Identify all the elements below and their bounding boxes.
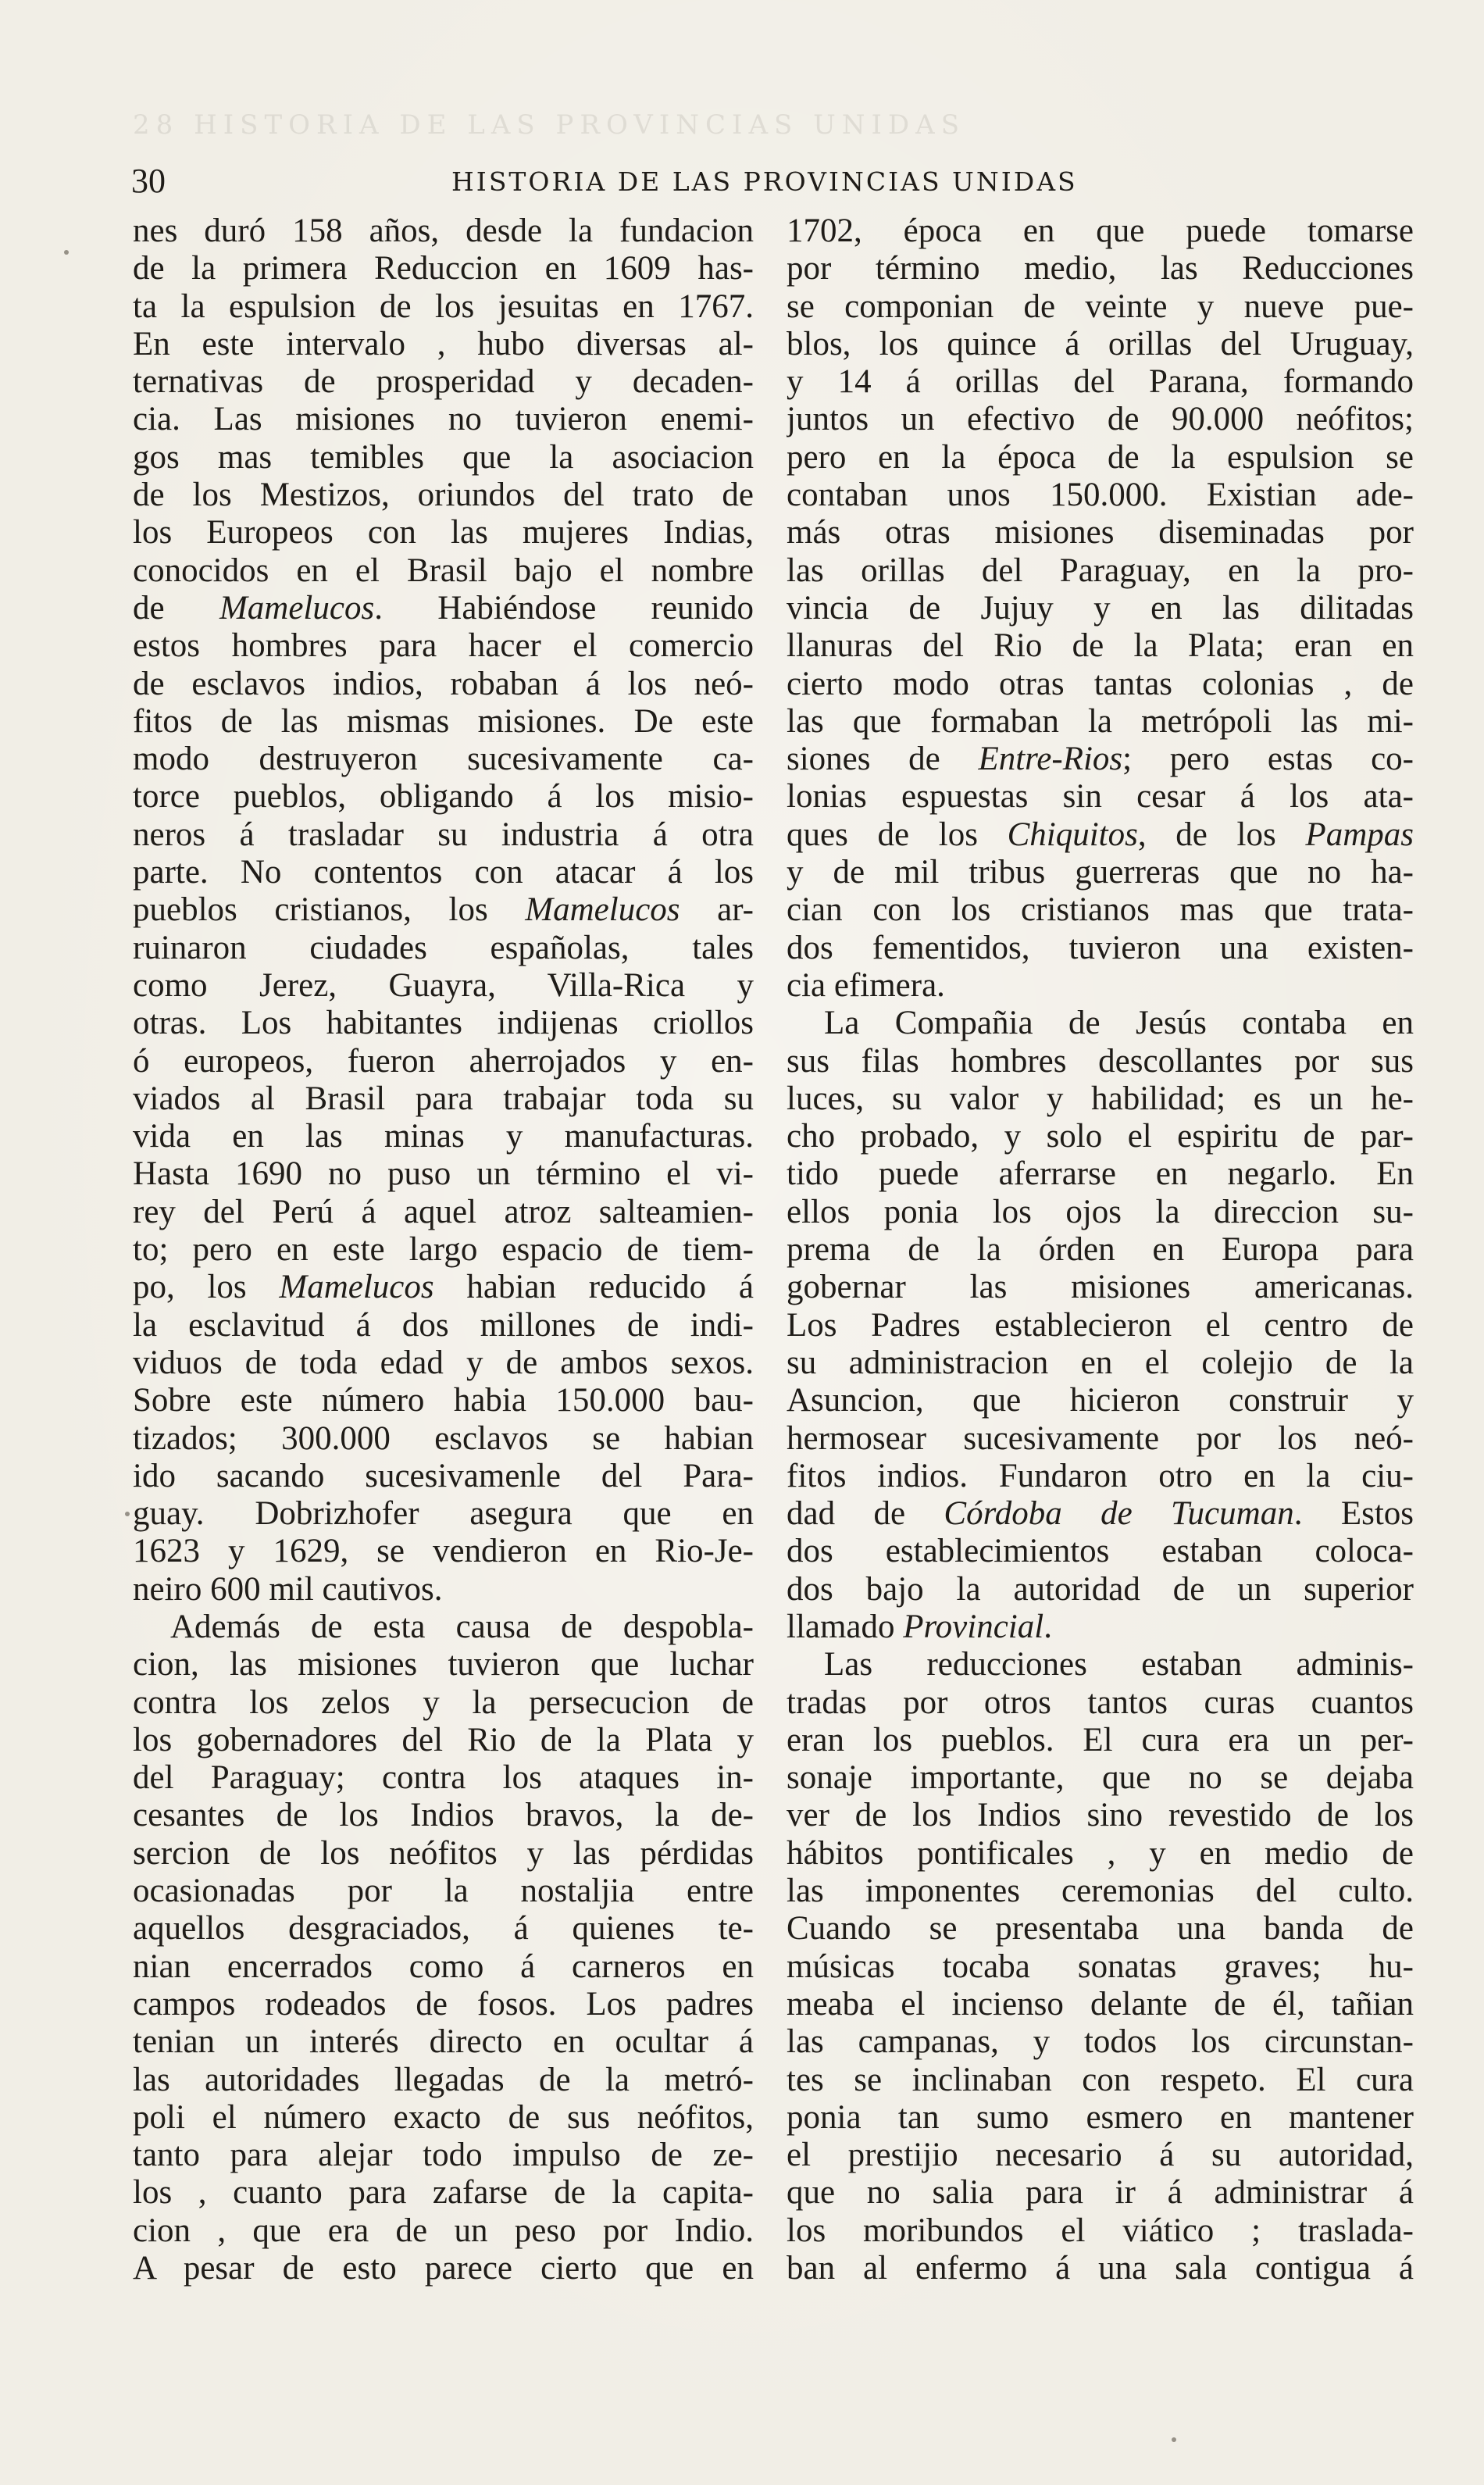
text-line: pero en la época de la espulsion se [787,438,1414,476]
text-line: neiro 600 mil cautivos. [133,1570,443,1608]
text-line: eran los pueblos. El cura era un per- [787,1721,1414,1758]
text-line: prema de la órden en Europa para [787,1231,1414,1269]
text-line: cia efimera. [787,966,945,1004]
text-line: luces, su valor y habilidad; es un he- [787,1080,1414,1117]
text-line: contaban unos 150.000. Existian ade- [787,477,1414,514]
text-line: y 14 á orillas del Parana, formando [787,363,1414,401]
text-line: sus filas hombres descollantes por sus [787,1042,1414,1080]
text-line: 1702, época en que puede tomarse [787,212,1414,249]
text-line: aquellos desgraciados, á quienes te- [133,1910,754,1948]
text-line: ques de los Chiquitos, de los Pampas [787,816,1414,853]
text-line: ido sacando sucesivamenle del Para- [133,1457,754,1494]
text-line: los , cuanto para zafarse de la capita- [133,2174,754,2212]
text-line: cesantes de los Indios bravos, la de- [133,1797,754,1834]
text-line: hermosear sucesivamente por los neó- [787,1419,1414,1457]
text-line: más otras misiones diseminadas por [787,514,1414,552]
text-line: de la primera Reduccion en 1609 has- [133,250,754,287]
text-line: músicas tocaba sonatas graves; hu- [787,1948,1414,1985]
text-line: campos rodeados de fosos. Los padres [133,1985,754,2023]
text-line: siones de Entre-Rios; pero estas co- [787,741,1414,778]
text-line: contra los zelos y la persecucion de [133,1683,754,1721]
text-line: lonias espuestas sin cesar á los ata- [787,778,1414,816]
text-line: las orillas del Paraguay, en la pro- [787,552,1414,589]
text-line: el prestijio necesario á su autoridad, [787,2137,1414,2174]
text-line: viados al Brasil para trabajar toda su [133,1080,754,1117]
text-line: los Europeos con las mujeres Indias, [133,514,754,552]
text-line: tizados; 300.000 esclavos se habian [133,1419,754,1457]
text-line: vida en las minas y manufacturas. [133,1118,754,1155]
text-line: gobernar las misiones americanas. [787,1269,1414,1306]
text-line: ó europeos, fueron aherrojados y en- [133,1042,754,1080]
text-line: las imponentes ceremonias del culto. [787,1873,1414,1910]
text-line: ta la espulsion de los jesuitas en 1767. [133,287,754,325]
text-line: guay. Dobrizhofer asegura que en [133,1495,754,1533]
header-title: HISTORIA DE LAS PROVINCIAS UNIDAS [451,166,1078,197]
text-line: los moribundos el viático ; traslada- [787,2212,1414,2249]
text-line: Hasta 1690 no puso un término el vi- [133,1155,754,1193]
text-line: dos establecimientos estaban coloca- [787,1533,1414,1570]
text-line: meaba el incienso delante de él, tañian [787,1985,1414,2023]
text-line: torce pueblos, obligando á los misio- [133,778,754,816]
left-text-column [133,212,754,2287]
text-line: parte. No contentos con atacar á los [133,854,754,891]
text-line: Además de esta causa de despobla- [170,1608,754,1645]
text-line: la esclavitud á dos millones de indi- [133,1306,754,1344]
text-line: ellos ponia los ojos la direccion su- [787,1193,1414,1230]
text-line: viduos de toda edad y de ambos sexos. [133,1344,754,1381]
text-line: tanto para alejar todo impulso de ze- [133,2137,754,2174]
text-line: estos hombres para hacer el comercio [133,627,754,665]
text-line: otras. Los habitantes indijenas criollos [133,1005,754,1042]
text-line: cion, las misiones tuvieron que luchar [133,1646,754,1683]
text-line: cierto modo otras tantas colonias , de [787,665,1414,702]
text-line: 1623 y 1629, se vendieron en Rio-Je- [133,1533,754,1570]
text-line: de Mamelucos. Habiéndose reunido [133,589,754,627]
text-line: dos fementidos, tuvieron una existen- [787,929,1414,966]
text-line: tido puede aferrarse en negarlo. En [787,1155,1414,1193]
text-line: Las reducciones estaban adminis- [824,1646,1414,1683]
text-line: cion , que era de un peso por Indio. [133,2212,754,2249]
text-line: po, los Mamelucos habian reducido á [133,1269,754,1306]
text-line: y de mil tribus guerreras que no ha- [787,854,1414,891]
text-line: modo destruyeron sucesivamente ca- [133,741,754,778]
text-line: nian encerrados como á carneros en [133,1948,754,1985]
text-line: gos mas temibles que la asociacion [133,438,754,476]
text-line: vincia de Jujuy y en las dilitadas [787,589,1414,627]
text-line: por término medio, las Reducciones [787,250,1414,287]
text-line: se componian de veinte y nueve pue- [787,287,1414,325]
text-line: tradas por otros tantos curas cuantos [787,1683,1414,1721]
page-speck [64,250,69,255]
text-line: ternativas de prosperidad y decaden- [133,363,754,401]
text-line: tes se inclinaban con respeto. El cura [787,2061,1414,2098]
page-speck [1172,2437,1176,2442]
text-line: de los Mestizos, oriundos del trato de [133,477,754,514]
text-line: pueblos cristianos, los Mamelucos ar- [133,891,754,929]
text-line: tenian un interés directo en ocultar á [133,2023,754,2061]
text-line: dos bajo la autoridad de un superior [787,1570,1414,1608]
text-line: dad de Córdoba de Tucuman. Estos [787,1495,1414,1533]
text-line: cho probado, y solo el espiritu de par- [787,1118,1414,1155]
text-line: poli el número exacto de sus neófitos, [133,2098,754,2136]
text-line: juntos un efectivo de 90.000 neófitos; [787,401,1414,438]
text-line: fitos indios. Fundaron otro en la ciu- [787,1457,1414,1494]
text-line: los gobernadores del Rio de la Plata y [133,1721,754,1758]
text-line: del Paraguay; contra los ataques in- [133,1759,754,1797]
running-head [131,158,1088,205]
text-line: conocidos en el Brasil bajo el nombre [133,552,754,589]
text-line: Cuando se presentaba una banda de [787,1910,1414,1948]
text-line: las campanas, y todos los circunstan- [787,2023,1414,2061]
text-line: las autoridades llegadas de la metró- [133,2061,754,2098]
text-line: A pesar de esto parece cierto que en [133,2250,754,2287]
text-line: ocasionadas por la nostaljia entre [133,1873,754,1910]
text-line: su administracion en el colejio de la [787,1344,1414,1381]
text-line: como Jerez, Guayra, Villa-Rica y [133,966,754,1004]
right-text-column [787,212,1414,2287]
text-line: La Compañia de Jesús contaba en [824,1005,1414,1042]
bleed-through-header: 28 HISTORIA DE LAS PROVINCIAS UNIDAS [133,109,966,141]
page-number: 30 [131,162,166,200]
text-line: Los Padres establecieron el centro de [787,1306,1414,1344]
text-line: hábitos pontificales , y en medio de [787,1834,1414,1872]
text-line: to; pero en este largo espacio de tiem- [133,1231,754,1269]
text-line: de esclavos indios, robaban á los neó- [133,665,754,702]
text-line: ban al enfermo á una sala contigua á [787,2250,1414,2287]
text-line: ver de los Indios sino revestido de los [787,1797,1414,1834]
text-line: cian con los cristianos mas que trata- [787,891,1414,929]
text-line: cia. Las misiones no tuvieron enemi- [133,401,754,438]
text-line: Asuncion, que hicieron construir y [787,1382,1414,1419]
text-line: blos, los quince á orillas del Uruguay, [787,325,1414,362]
text-line: llanuras del Rio de la Plata; eran en [787,627,1414,665]
text-line: sonaje importante, que no se dejaba [787,1759,1414,1797]
text-line: ponia tan sumo esmero en mantener [787,2098,1414,2136]
text-line: fitos de las mismas misiones. De este [133,702,754,740]
text-line: sercion de los neófitos y las pérdidas [133,1834,754,1872]
text-line: las que formaban la metrópoli las mi- [787,702,1414,740]
text-line: nes duró 158 años, desde la fundacion [133,212,754,249]
text-line: rey del Perú á aquel atroz salteamien- [133,1193,754,1230]
text-line: neros á trasladar su industria á otra [133,816,754,853]
text-line: ruinaron ciudades españolas, tales [133,929,754,966]
text-line: llamado Provincial. [787,1608,1052,1645]
text-line: En este intervalo , hubo diversas al- [133,325,754,362]
page-speck [125,1512,130,1516]
text-line: que no salia para ir á administrar á [787,2174,1414,2212]
text-line: Sobre este número habia 150.000 bau- [133,1382,754,1419]
